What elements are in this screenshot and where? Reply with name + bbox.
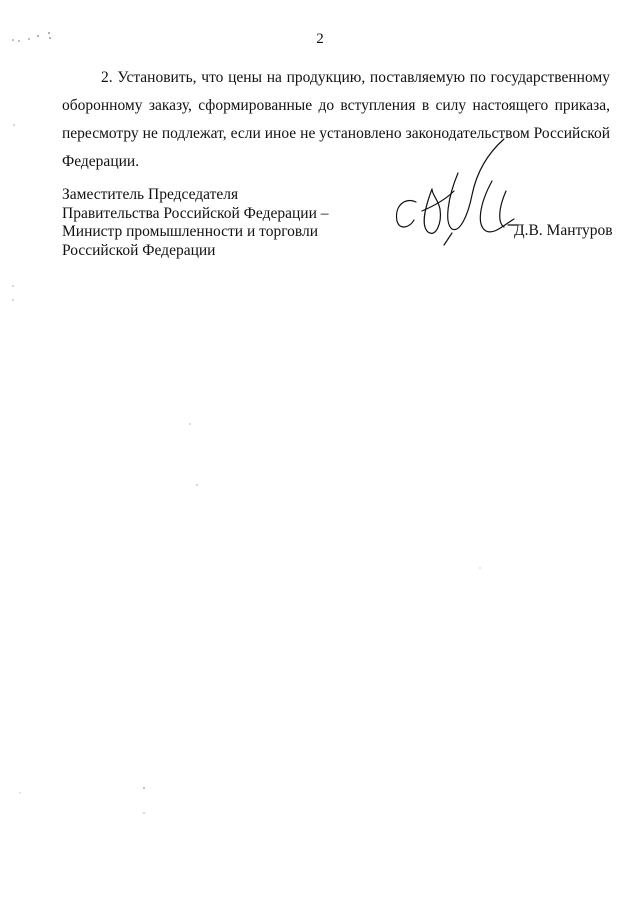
handwritten-signature-icon — [388, 135, 523, 250]
signatory-title-line: Министр промышленности и торговли — [62, 223, 319, 240]
signatory-title-line: Заместитель Председателя — [62, 186, 239, 203]
signatory-title-block — [62, 186, 342, 260]
page-number: 2 — [316, 31, 324, 47]
body-paragraph: 2. Установить, что цены на продукцию, поставляемую по государственному оборонному заказу, сформированные до вступления в силу настоящего приказа, пересмотру не подлежат, если иное не установлено законодательством Российской Федерации. — [62, 69, 610, 170]
signatory-name: Д.В. Мантуров — [514, 222, 613, 239]
signatory-title-line: Правительства Российской Федерации – — [62, 204, 329, 222]
signatory-title-line: Российской Федерации — [62, 241, 216, 259]
